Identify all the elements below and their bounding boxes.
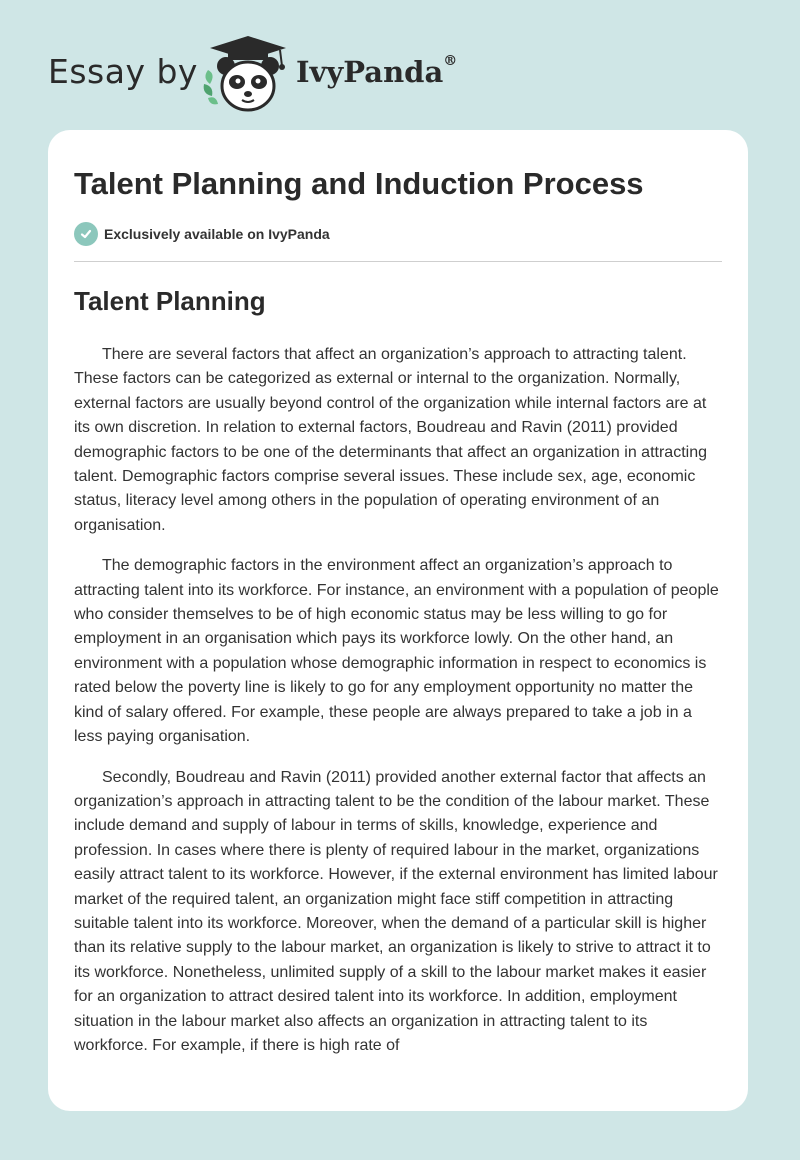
brand-name[interactable]: IvyPanda® bbox=[296, 53, 458, 89]
paragraph: Secondly, Boudreau and Ravin (2011) provided another external factor that affects an organization’s approach in attracting talent to be the condition of the labour market. These include demand and supply of labour in terms of skills, knowledge, experience and profession. In cases where there is plenty of required labour in the market, organizations easily attract talent to its workforce. However, if the external environment has limited labour market of the required talent, an organization might face stiff competition in attracting suitable talent into its workforce. Moreover, when the demand of a particular skill is higher than its relative supply to the labour market, an organization is likely to strive to attract it to its workforce. Nonetheless, unlimited supply of a skill to the labour market makes it easier for an organization to attract desired talent into its workforce. In addition, employment situation in the labour market also affects an organization in attracting talent to its workforce. For example, if there is high rate of bbox=[74, 768, 718, 1054]
panda-logo-icon[interactable] bbox=[200, 34, 296, 114]
paragraph: The demographic factors in the environment affect an organization’s approach to attracting talent into its workforce. For instance, an environment with a population of people who consider themselves to be of high economic status may be less willing to go for employment in an organisation which pays its workforce lowly. On the other hand, an environment with a population whose demographic information in respect to economics is rated below the poverty line is likely to go for any employment opportunity no matter the kind of salary offered. For example, these people are always prepared to take a job in a less paying organisation. bbox=[74, 557, 719, 746]
page-title: Talent Planning and Induction Process bbox=[74, 166, 644, 201]
article-body bbox=[74, 343, 724, 1074]
title-divider bbox=[74, 261, 722, 262]
site-header bbox=[0, 0, 800, 130]
exclusive-badge bbox=[74, 222, 330, 246]
check-circle-icon bbox=[74, 222, 98, 246]
article-card bbox=[48, 130, 748, 1111]
essay-by-label: Essay by bbox=[48, 52, 198, 91]
section-heading: Talent Planning bbox=[74, 286, 266, 316]
registered-mark: ® bbox=[443, 53, 458, 69]
exclusive-badge-label: Exclusively available on IvyPanda bbox=[104, 226, 330, 242]
paragraph: There are several factors that affect an organization’s approach to attracting talent. These factors can be categorized as external or internal to the organization. Normally, external factors are usually beyond control of the organization while internal factors are at its own discretion. In relation to external factors, Boudreau and Ravin (2011) provided demographic factors to be one of the determinants that affect an organization in attracting talent. Demographic factors comprise several issues. These include sex, age, economic status, literacy level among others in the population of operating environment of an organisation. bbox=[74, 346, 707, 534]
